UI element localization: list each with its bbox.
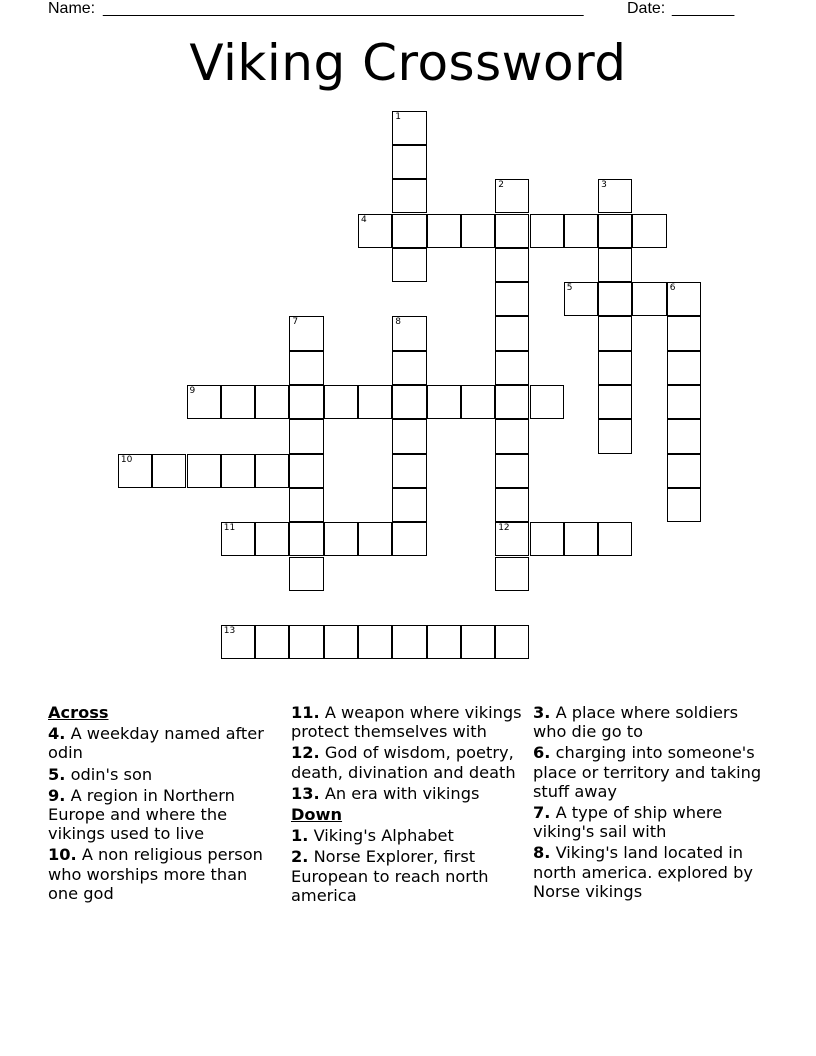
clue-across-12: [291, 743, 523, 781]
cell-number: 3: [601, 180, 607, 191]
clue-down-6: [533, 743, 769, 801]
grid-cell[interactable]: [289, 351, 323, 385]
grid-cell[interactable]: [289, 557, 323, 591]
grid-cell[interactable]: [358, 214, 392, 248]
grid-cell[interactable]: [461, 385, 495, 419]
grid-cell[interactable]: [667, 488, 701, 522]
across-heading: Across: [48, 703, 109, 722]
clue-number: 8.: [533, 843, 551, 863]
grid-cell[interactable]: [392, 385, 426, 419]
clue-number: 9.: [48, 785, 66, 805]
clue-number: 4.: [48, 724, 66, 744]
cell-number: 1: [395, 111, 402, 122]
grid-cell[interactable]: [221, 522, 255, 556]
cell-number: 2: [498, 180, 504, 191]
grid-cell[interactable]: [495, 385, 529, 419]
clue-number: 12.: [291, 743, 320, 763]
grid-cell[interactable]: [221, 625, 255, 659]
cell-number: 9: [189, 386, 196, 396]
grid-cell[interactable]: [495, 351, 529, 385]
clue-text: God of wisdom, poetry, death, divination and death: [291, 743, 516, 782]
clue-number: 1.: [291, 826, 309, 846]
clue-down-7: [533, 803, 769, 841]
grid-cell[interactable]: [495, 179, 529, 213]
cell-number: 4: [361, 214, 367, 225]
clue-down-3: [533, 703, 769, 741]
clue-across-11: [291, 703, 523, 741]
grid-cell[interactable]: [392, 145, 426, 179]
cell-number: 5: [566, 283, 573, 294]
grid-cell[interactable]: [289, 625, 323, 659]
clue-text: Viking's land located in north america. explored by Norse vikings: [533, 843, 753, 901]
grid-cell[interactable]: [392, 522, 426, 556]
grid-cell[interactable]: [289, 419, 323, 453]
grid-cell[interactable]: [392, 351, 426, 385]
clues-column-2: [291, 703, 523, 907]
clue-down-8: [533, 843, 769, 901]
grid-cell[interactable]: [495, 454, 529, 488]
grid-cell[interactable]: [255, 385, 289, 419]
grid-cell[interactable]: [392, 454, 426, 488]
grid-cell[interactable]: [461, 625, 495, 659]
grid-cell[interactable]: [667, 385, 701, 419]
grid-cell[interactable]: [427, 625, 461, 659]
grid-cell[interactable]: [358, 385, 392, 419]
name-field[interactable]: ______________________________________________________: [103, 0, 584, 17]
grid-cell[interactable]: [152, 454, 186, 488]
clue-across-13: [291, 784, 523, 803]
grid-cell[interactable]: [598, 214, 632, 248]
grid-cell[interactable]: [392, 214, 426, 248]
grid-cell[interactable]: [495, 419, 529, 453]
grid-cell[interactable]: [667, 316, 701, 350]
grid-cell[interactable]: [667, 351, 701, 385]
clue-text: Viking's Alphabet: [308, 826, 454, 846]
clues-column-1: [48, 703, 280, 905]
grid-cell[interactable]: [289, 522, 323, 556]
grid-cell[interactable]: [187, 385, 221, 419]
grid-cell[interactable]: [358, 625, 392, 659]
grid-cell[interactable]: [427, 214, 461, 248]
grid-cell[interactable]: [667, 419, 701, 453]
clues-column-3: [533, 703, 769, 903]
grid-cell[interactable]: [598, 351, 632, 385]
grid-cell[interactable]: [324, 522, 358, 556]
grid-cell[interactable]: [530, 522, 564, 556]
grid-cell[interactable]: [118, 454, 152, 488]
grid-cell[interactable]: [530, 214, 564, 248]
down-heading: Down: [291, 805, 343, 825]
clue-across-5: [48, 765, 280, 784]
grid-cell[interactable]: [495, 316, 529, 350]
clue-number: 13.: [291, 783, 320, 803]
clue-text: A weapon where vikings protect themselves with: [291, 703, 522, 742]
clue-number: 3.: [533, 703, 551, 722]
grid-cell[interactable]: [221, 454, 255, 488]
grid-cell[interactable]: [461, 214, 495, 248]
grid-cell[interactable]: [289, 454, 323, 488]
grid-cell[interactable]: [289, 488, 323, 522]
grid-cell[interactable]: [632, 282, 666, 316]
clue-text: A region in Northern Europe and where the vikings used to live: [48, 785, 235, 844]
clue-across-10: [48, 845, 280, 903]
clue-across-9: [48, 786, 280, 844]
cell-number: 12: [498, 523, 510, 534]
grid-cell[interactable]: [598, 385, 632, 419]
grid-cell[interactable]: [598, 316, 632, 350]
grid-cell[interactable]: [564, 214, 598, 248]
grid-cell[interactable]: [324, 625, 358, 659]
clue-text: odin's son: [65, 764, 153, 784]
date-label: Date:: [627, 0, 666, 17]
grid-cell[interactable]: [495, 557, 529, 591]
grid-cell[interactable]: [667, 282, 701, 316]
cell-number: 6: [669, 283, 676, 294]
clue-number: 11.: [291, 703, 320, 722]
grid-cell[interactable]: [255, 522, 289, 556]
grid-cell[interactable]: [564, 522, 598, 556]
grid-cell[interactable]: [392, 488, 426, 522]
grid-cell[interactable]: [598, 522, 632, 556]
grid-cell[interactable]: [427, 385, 461, 419]
date-field[interactable]: _______: [672, 0, 735, 17]
grid-cell[interactable]: [495, 282, 529, 316]
clue-down-2: [291, 847, 523, 905]
grid-cell[interactable]: [495, 248, 529, 282]
grid-cell[interactable]: [530, 385, 564, 419]
grid-cell[interactable]: [289, 385, 323, 419]
grid-cell[interactable]: [598, 248, 632, 282]
grid-cell[interactable]: [495, 522, 529, 556]
grid-cell[interactable]: [495, 488, 529, 522]
clue-text: Norse Explorer, first European to reach north america: [291, 847, 489, 905]
cell-number: 13: [223, 626, 236, 637]
grid-cell[interactable]: [187, 454, 221, 488]
clue-number: 10.: [48, 845, 77, 865]
grid-cell[interactable]: [392, 111, 426, 145]
clue-text: A place where soldiers who die go to: [533, 703, 739, 742]
grid-cell[interactable]: [392, 316, 426, 350]
grid-cell[interactable]: [667, 454, 701, 488]
clue-number: 2.: [291, 847, 309, 867]
clue-down-1: [291, 826, 523, 845]
grid-cell[interactable]: [598, 179, 632, 213]
cell-number: 7: [292, 317, 299, 328]
clue-text: An era with vikings: [319, 783, 480, 803]
clue-number: 5.: [48, 764, 66, 784]
clue-text: charging into someone's place or territory and taking stuff away: [533, 743, 762, 801]
clue-across-4: [48, 724, 280, 762]
grid-cell[interactable]: [495, 214, 529, 248]
grid-cell[interactable]: [598, 282, 632, 316]
clue-number: 7.: [533, 803, 551, 823]
cell-number: 10: [120, 454, 133, 465]
clue-number: 6.: [533, 743, 551, 763]
grid-cell[interactable]: [221, 385, 255, 419]
grid-cell[interactable]: [564, 282, 598, 316]
clue-text: A type of ship where viking's sail with: [533, 803, 723, 842]
grid-cell[interactable]: [632, 214, 666, 248]
grid-cell[interactable]: [289, 316, 323, 350]
clue-text: A weekday named after odin: [48, 724, 264, 763]
page-title: Viking Crossword: [189, 34, 627, 92]
grid-cell[interactable]: [392, 248, 426, 282]
grid-cell[interactable]: [392, 625, 426, 659]
name-label: Name:: [48, 0, 96, 17]
grid-cell[interactable]: [255, 625, 289, 659]
grid-cell[interactable]: [255, 454, 289, 488]
grid-cell[interactable]: [392, 419, 426, 453]
grid-cell[interactable]: [392, 179, 426, 213]
cell-number: 8: [395, 317, 402, 328]
grid-cell[interactable]: [495, 625, 529, 659]
clue-text: A non religious person who worships more than one god: [48, 845, 263, 903]
grid-cell[interactable]: [324, 385, 358, 419]
grid-cell[interactable]: [598, 419, 632, 453]
cell-number: 11: [223, 523, 236, 534]
grid-cell[interactable]: [358, 522, 392, 556]
